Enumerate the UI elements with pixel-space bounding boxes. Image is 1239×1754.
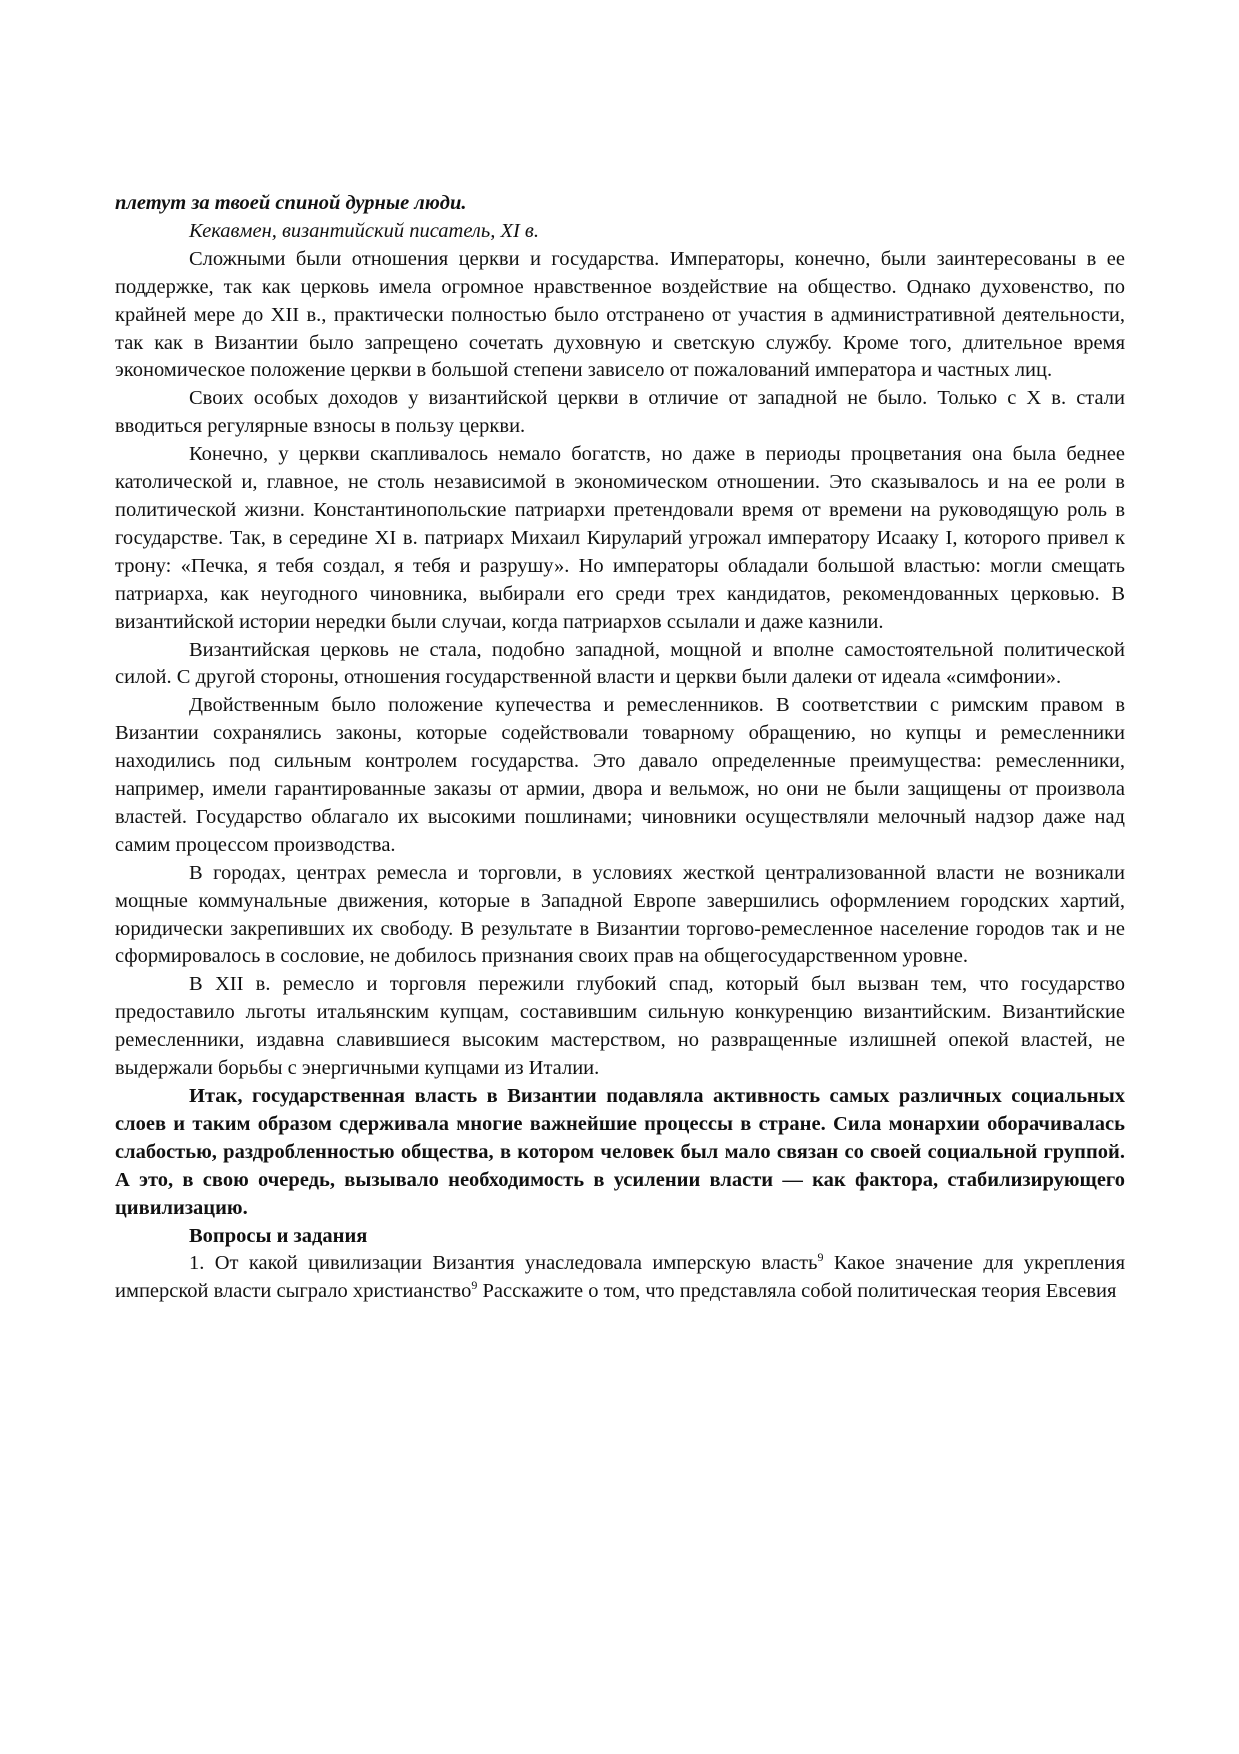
paragraph: В XII в. ремесло и торговля пережили глубокий спад, который был вызван тем, что государство предоставило льготы итальянским купцам, составившим сильную конкуренцию византийским. Византийские ремесленники, издавна славившиеся высоким мастерством, но развращенные излишней опекой властей, не выдержали борьбы с энергичными купцами из Италии. (115, 973, 1125, 1080)
questions-heading: Вопросы и задания (189, 1224, 368, 1247)
question-text: Расскажите о том, что представляла собой политическая теория Евсевия (477, 1280, 1117, 1303)
paragraph: Своих особых доходов у византийской церкви в отличие от западной не было. Только с X в. стали вводиться регулярные взносы в пользу церкви. (115, 387, 1125, 438)
footnote-marker: 9 (817, 1250, 824, 1265)
conclusion-paragraph: Итак, государственная власть в Византии подавляла активность самых различных социальных слоев и таким образом сдерживала многие важнейшие процессы в стране. Сила монархии оборачивалась слабостью, раздробленностью общества, в котором человек был мало связан со своей социальной группой. А это, в свою очередь, вызывало необходимость в усилении власти — как фактора, стабилизирующего цивилизацию. (115, 1085, 1125, 1219)
paragraph: Сложными были отношения церкви и государства. Императоры, конечно, были заинтересованы в ее поддержке, так как церковь имела огромное нравственное воздействие на общество. Однако духовенство, по крайней мере до XII в., практически полностью было отстранено от участия в административной деятельности, так как в Византии было запрещено сочетать духовную и светскую службу. Кроме того, длительное время экономическое положение церкви в большой степени зависело от пожалований императора и частных лиц. (115, 247, 1125, 382)
question-text: 1. От какой цивилизации Византия унаследовала имперскую власть (189, 1252, 818, 1275)
question-item (115, 1250, 1125, 1306)
epigraph-quote-end: плетут за твоей спиной дурные люди. (115, 192, 467, 214)
paragraph: В городах, центрах ремесла и торговли, в условиях жесткой централизованной власти не возникали мощные коммунальные движения, которые в Западной Европе завершились оформлением городских хартий, юридически закрепивших их свободу. В результате в Византии торгово-ремесленное население городов так и не сформировалось в сословие, не добилось признания своих прав на общегосударственном уровне. (115, 861, 1125, 968)
paragraph: Конечно, у церкви скапливалось немало богатств, но даже в периоды процветания она была беднее католической и, главное, не столь независимой в экономическом отношении. Это сказывалось и на ее роли в политической жизни. Константинопольские патриархи претендовали время от времени на руководящую роль в государстве. Так, в середине XI в. патриарх Михаил Кируларий угрожал императору Исааку I, которого привел к трону: «Печка, я тебя создал, я тебя и разрушу». Но императоры обладали большой властью: могли смещать патриарха, как неугодного чиновника, выбирали его среди трех кандидатов, рекомендованных церковью. В византийской истории нередки были случаи, когда патриархов ссылали и даже казнили. (115, 443, 1125, 633)
paragraph: Двойственным было положение купечества и ремесленников. В соответствии с римским правом в Византии сохранялись законы, которые содействовали товарному обращению, но купцы и ремесленники находились под сильным контролем государства. Это давало определенные преимущества: ремесленники, например, имели гарантированные заказы от армии, двора и вельмож, но они не были защищены от произвола властей. Государство облагало их высокими пошлинами; чиновники осуществляли мелочный надзор даже над самим процессом производства. (115, 694, 1125, 856)
document-page (115, 190, 1125, 1306)
question-text: Какое значение для укрепления имперской власти сыграло христианство (115, 1252, 1126, 1303)
footnote-marker: 9 (471, 1278, 478, 1293)
epigraph-author: Кекавмен, византийский писатель, XI в. (189, 219, 539, 242)
paragraph: Византийская церковь не стала, подобно западной, мощной и вполне самостоятельной политической силой. С другой стороны, отношения государственной власти и церкви были далеки от идеала «симфонии». (115, 638, 1125, 689)
